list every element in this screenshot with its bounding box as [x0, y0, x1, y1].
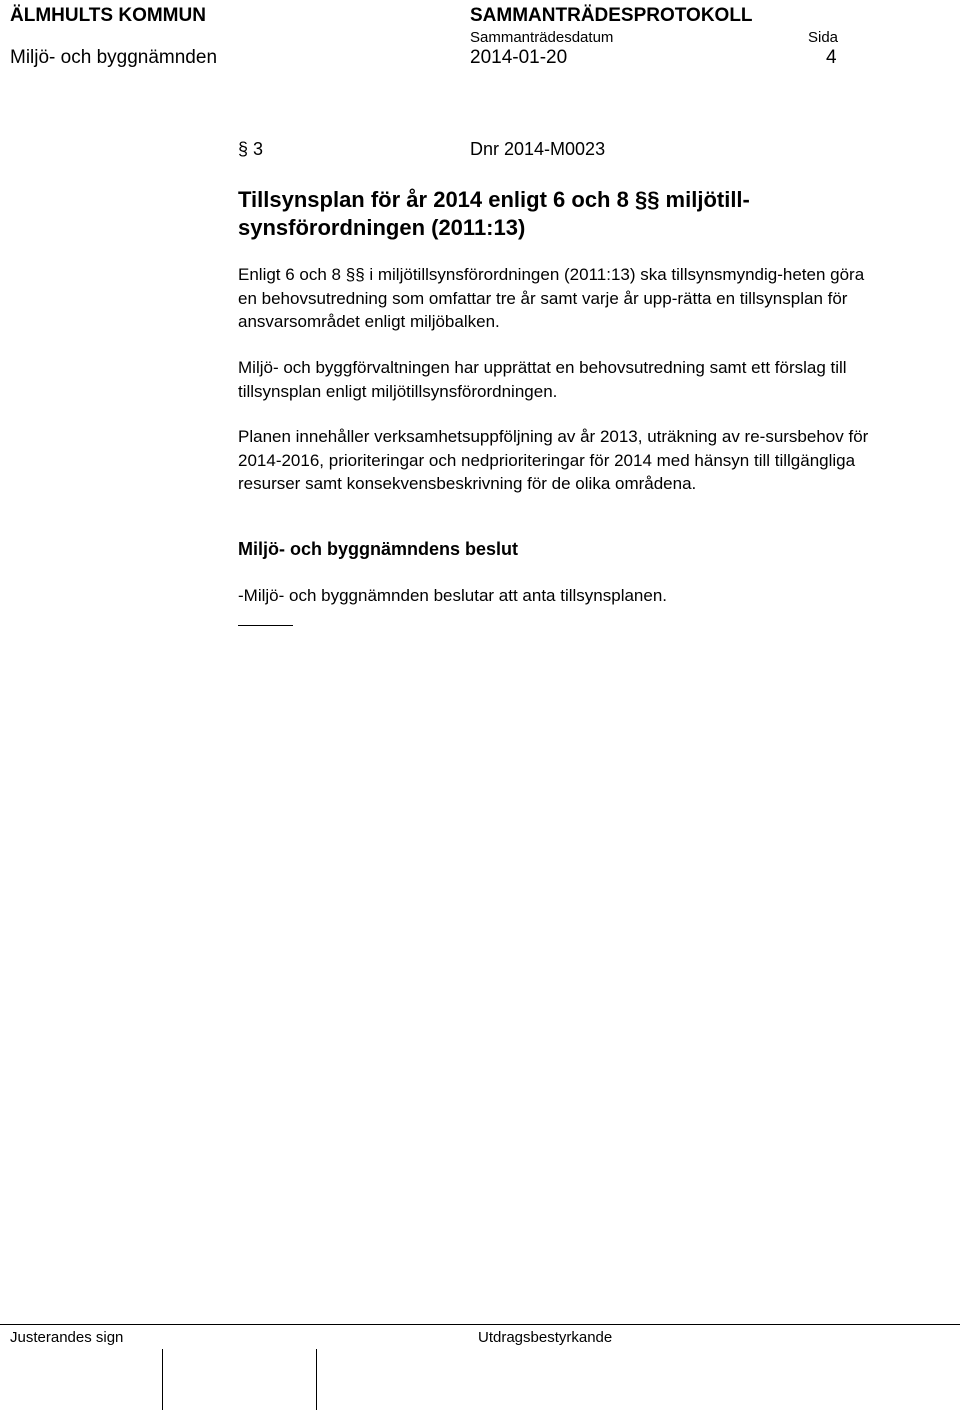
- protocol-title: SAMMANTRÄDESPROTOKOLL: [470, 5, 753, 26]
- organization-name: ÄLMHULTS KOMMUN: [10, 5, 206, 26]
- signature-box-divider: [316, 1349, 317, 1410]
- page-number: 4: [826, 47, 837, 68]
- paragraph-2: Miljö- och byggförvaltningen har upprättat en behovsutredning samt ett förslag till tillsynsplan enligt miljötillsynsförordningen.: [238, 358, 847, 401]
- committee-name: Miljö- och byggnämnden: [10, 47, 218, 68]
- signature-box-divider: [162, 1349, 163, 1410]
- decision-heading: Miljö- och byggnämndens beslut: [238, 539, 519, 559]
- section-title: Tillsynsplan för år 2014 enligt 6 och 8 §§ miljötill-synsförordningen (2011:13): [238, 187, 750, 240]
- diary-number: Dnr 2014-M0023: [470, 139, 606, 159]
- section-number: § 3: [238, 139, 264, 159]
- decision-text: -Miljö- och byggnämnden beslutar att anta tillsynsplanen.: [238, 586, 668, 605]
- section-end-rule: [238, 625, 293, 626]
- paragraph-3: Planen innehåller verksamhetsuppföljning av år 2013, uträkning av re-sursbehov för 2014-2016, prioriteringar och nedprioriteringar för 2014 med hänsyn till tillgängliga resurser samt konsekvensbeskrivning för de olika områdena.: [238, 427, 869, 493]
- extract-certified-label: Utdragsbestyrkande: [478, 1329, 613, 1346]
- date-label: Sammanträdesdatum: [470, 29, 614, 46]
- justify-sign-label: Justerandes sign: [10, 1329, 124, 1346]
- meeting-date: 2014-01-20: [470, 47, 568, 68]
- paragraph-1: Enligt 6 och 8 §§ i miljötillsynsförordningen (2011:13) ska tillsynsmyndig-heten göra en behovsutredning som omfattar tre år samt varje år upp-rätta en tillsynsplan för ansvarsområdet enligt miljöbalken.: [238, 265, 865, 331]
- page-label: Sida: [808, 29, 839, 46]
- footer-divider: [0, 1324, 960, 1325]
